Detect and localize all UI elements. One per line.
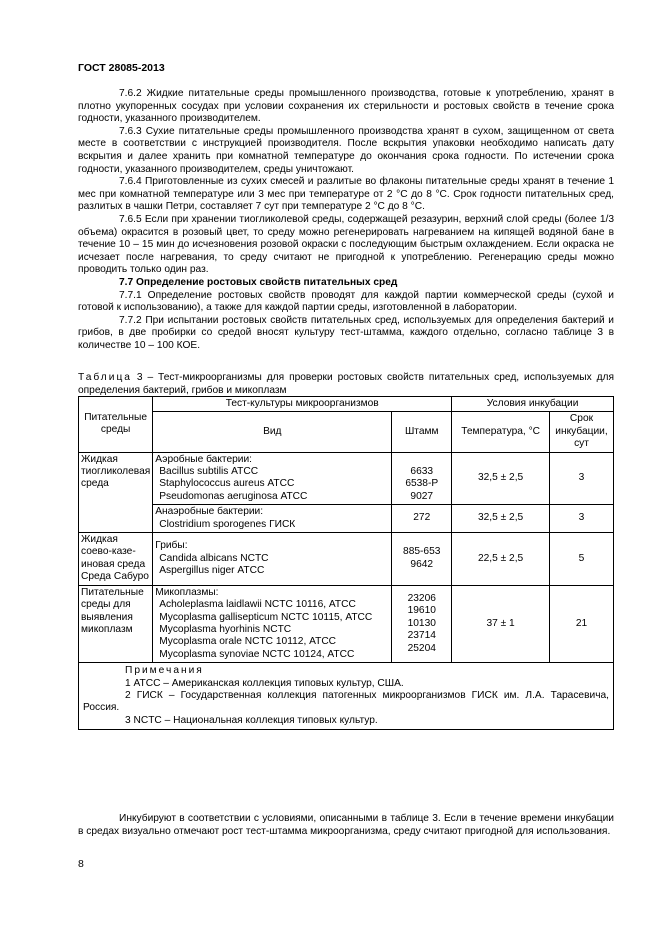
temp-fungi: 22,5 ± 2,5 [452,533,550,586]
table-header-row-1 [79,397,614,412]
species-acholeplasma-laidlawii: Acholeplasma laidlawii NCTC 10116, АТСС [159,599,356,611]
note-2: 2 ГИСК – Государственная коллекция патогенных микроорганизмов ГИСК им. Л.А. Тарасевича, Россия. [83,689,609,714]
term-mycoplasma: 21 [550,585,614,662]
species-mycoplasma-gallisepticum: Mycoplasma gallisepticum NCTC 10115, АТСС [159,611,373,623]
note-1: 1 АТСС – Американская коллекция типовых культур, США. [125,677,404,689]
strain-272: 272 [392,505,452,533]
footer-paragraph [78,813,614,838]
paragraph-7-6-5: 7.6.5 Если при хранении тиогликолевой среды, содержащей резазурин, верхний слой среды (более 1/3 объема) окрасится в розовый цвет, то среду можно регенерировать нагреванием на кипящей водяной бане в течение 10 – 15 мин до исчезновения розовой окраски с последующим быстрым охлаждением. Если окраска не исчезает после нагревания, то среду считают не пригодной к употреблению. Регенерацию среды можно проводить только один раз. [78,213,614,276]
temp-aerobic: 32,5 ± 2,5 [452,452,550,505]
strain-9642: 9642 [410,558,434,570]
strain-25204: 25204 [407,642,436,654]
temp-anaerobic: 32,5 ± 2,5 [452,505,550,533]
term-anaerobic: 3 [550,505,614,533]
aerobic-title: Аэробные бактерии: [155,453,253,465]
paragraph-7-6-3: 7.6.3 Сухие питательные среды промышленного производства хранят в сухом, защищенном от света месте в соответствии с инструкцией производителя. После вскрытия упаковки необходимо написать дату вскрытия и далее хранить при комнатной температуре до окончания срока годности. По истечении срока годности, указанного производителем, среды уничтожают. [78,125,614,175]
table-header-row-2 [79,412,614,452]
table-caption [78,372,614,397]
strain-19610: 19610 [407,605,436,617]
paragraph-7-7-1: 7.7.1 Определение ростовых свойств проводят для каждой партии коммерческой среды (сухой и готовой к использованию), а также для каждой партии среды, изготовленной в лаборатории. [78,289,614,314]
anaerobic-title: Анаэробные бактерии: [155,506,264,518]
species-pseudomonas-aeruginosa: Pseudomonas aeruginosa АТСС [159,490,308,502]
note-3: 3 NCTC – Национальная коллекция типовых культур. [125,714,378,726]
table-row-mycoplasma [79,585,614,662]
strain-aerobic [392,452,452,505]
media-thioglycolate: Жидкая тиогликолевая среда [79,452,153,532]
document-header: ГОСТ 28085-2013 [78,62,165,74]
species-aspergillus-niger: Aspergillus niger АТСС [159,565,265,577]
species-mycoplasma-hyorhinis: Mycoplasma hyorhinis NCTC [159,623,292,635]
header-term: Срок инкубации, сут [550,412,614,452]
paragraph-7-7-2: 7.7.2 При испытании ростовых свойств питательных сред, используемых для определения бактерий и грибов, в две пробирки со средой вносят культуру тест-штамма, каждого отдельно, согласно таблице 3 в количестве 10 – 100 КОЕ. [78,314,614,351]
term-fungi: 5 [550,533,614,586]
table-3 [78,396,614,730]
table-row-anaerobic [79,505,614,533]
fungi-title: Грибы: [155,540,188,552]
header-strain: Штамм [392,412,452,452]
paragraph-incubation: Инкубируют в соответствии с условиями, описанными в таблице 3. Если в течение времени инкубации в средах визуально отмечают рост тест-штамма микроорганизма, среду считают пригодной для использования. [78,813,614,837]
table-row-fungi [79,533,614,586]
species-mycoplasma [153,585,392,662]
strain-mycoplasma [392,585,452,662]
species-candida-albicans: Candida albicans NCTC [159,552,269,564]
table-row-aerobic [79,452,614,505]
strain-10130: 10130 [407,617,436,629]
strain-6633: 6633 [410,466,434,478]
species-mycoplasma-orale: Mycoplasma orale NCTC 10112, АТСС [159,636,337,648]
strain-fungi [392,533,452,586]
myco-title: Микоплазмы: [155,586,219,598]
table-caption-text: 3 – Тест-микроорганизмы для проверки ростовых свойств питательных сред, используемых для определения бактерий, грибов и микоплазм [78,372,614,396]
species-anaerobic [153,505,392,533]
paragraph-7-6-2: 7.6.2 Жидкие питательные среды промышленного производства, готовые к употреблению, хранят в плотно укупоренных сосудах при условии сохранения их стерильности и ростовых свойств в течение срока годности, указанного производителем. [78,88,614,125]
header-species: Вид [153,412,392,452]
table-notes [79,663,614,730]
paragraph-7-6-4: 7.6.4 Приготовленные из сухих смесей и разлитые во флаконы питательные среды хранят в течение 1 мес при комнатной температуре или 3 мес при температуре от 2 °С до 8 °С. Срок годности питательных сред, разлитых в чашки Петри, составляет 7 сут при температуре 2 °С до 8 °С. [78,176,614,213]
strain-23206: 23206 [407,592,436,604]
table-notes-row [79,663,614,730]
media-mycoplasma: Питательные среды для выявления микоплазм [79,585,153,662]
temp-mycoplasma: 37 ± 1 [452,585,550,662]
body-section-7-6 [78,88,614,352]
table-caption-word: Таблица [78,372,132,383]
media-sabouraud-label: Среда Сабуро [81,571,149,583]
section-heading-7-7: 7.7 Определение ростовых свойств питательных сред [119,276,398,288]
species-fungi [153,533,392,586]
header-temperature: Температура, °С [452,412,550,452]
header-cultures: Тест-культуры микроорганизмов [153,397,452,412]
term-aerobic: 3 [550,452,614,505]
strain-23714: 23714 [407,630,436,642]
species-mycoplasma-synoviae: Mycoplasma synoviae NCTC 10124, АТСС [159,648,355,660]
strain-9027: 9027 [410,490,434,502]
header-conditions: Условия инкубации [452,397,614,412]
species-staphylococcus-aureus: Staphylococcus aureus АТСС [159,478,295,490]
page-number: 8 [78,858,84,870]
strain-6538p: 6538-Р [405,478,439,490]
media-soy-casein [79,533,153,586]
notes-title: Примечания [125,665,204,677]
strain-885-653: 885-653 [403,546,441,558]
species-bacillus-subtilis: Bacillus subtilis АТСС [159,466,259,478]
species-clostridium-sporogenes: Clostridium sporogenes ГИСК [159,518,296,530]
media-soy-casein-label: Жидкая соево-казе-иновая среда [81,534,146,570]
species-aerobic [153,452,392,505]
header-media: Питательные среды [79,397,153,453]
